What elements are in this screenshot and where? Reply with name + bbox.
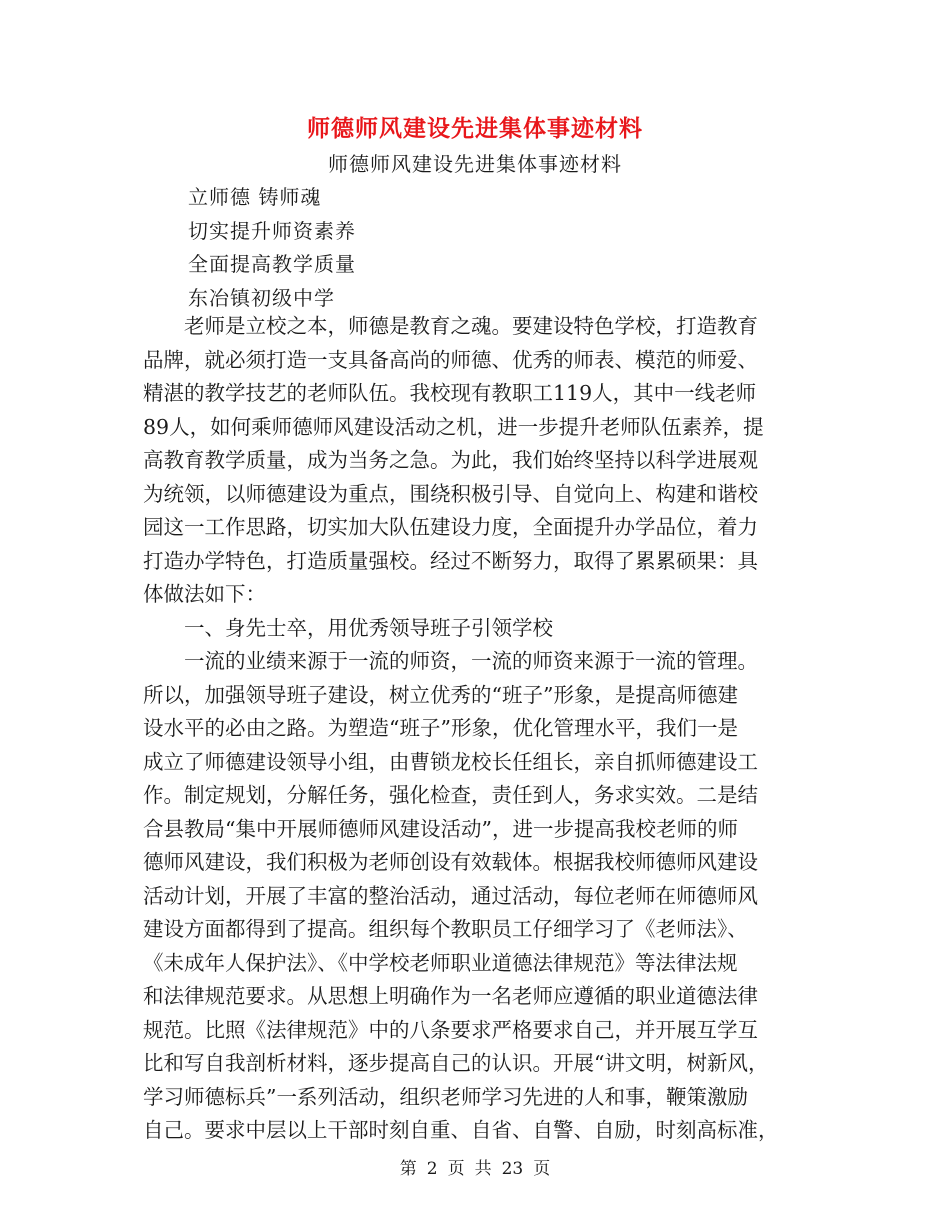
footer-di: 第 [399, 1159, 417, 1179]
paragraph-line: 老师是立校之本，师德是教育之魂。要建设特色学校，打造教育 [143, 314, 758, 338]
paragraph-line: 规范。比照《法律规范》中的八条要求严格要求自己，并开展互学互 [143, 1017, 758, 1042]
paragraph-line: 成立了师德建设领导小组，由曹锁龙校长任组长，亲自抓师德建设工 [143, 749, 758, 774]
paragraph-line: 合县教局“集中开展师德师风建设活动”，进一步提高我校老师的师 [143, 816, 738, 841]
total-pages: 23 [501, 1159, 524, 1179]
footer-gong: 共 [474, 1159, 492, 1179]
paragraph-line: 建设方面都得到了提高。组织每个教职员工仔细学习了《老师法》、 [143, 917, 748, 941]
paragraph-line: 精湛的教学技艺的老师队伍。我校现有教职工119人，其中一线老师 [143, 381, 757, 405]
paragraph-line: 一流的业绩来源于一流的师资，一流的师资来源于一流的管理。 [143, 649, 758, 673]
paragraph-line: 自己。要求中层以上干部时刻自重、自省、自警、自励，时刻高标准， [143, 1118, 779, 1142]
paragraph-line: 学习师德标兵”一系列活动，组织老师学习先进的人和事，鞭策激励 [143, 1084, 748, 1109]
paragraph-1 [143, 310, 803, 1148]
heading-line-3: 全面提高教学质量 [188, 252, 356, 276]
paragraph-line: 为统领，以师德建设为重点，围绕积极引导、自觉向上、构建和谐校 [143, 481, 758, 506]
heading-line-2: 切实提升师资素养 [188, 219, 356, 243]
paragraph-line: 《未成年人保护法》、《中学校老师职业道德法律规范》等法律法规 [143, 950, 738, 975]
paragraph-line: 活动计划，开展了丰富的整治活动，通过活动，每位老师在师德师风 [143, 883, 758, 908]
paragraph-line: 比和写自我剖析材料，逐步提高自己的认识。开展“讲文明，树新风， [143, 1051, 769, 1075]
paragraph-line: 所以，加强领导班子建设，树立优秀的“班子”形象，是提高师德建 [143, 682, 738, 707]
page-footer [0, 1154, 950, 1179]
document-title: 师德师风建设先进集体事迹材料 [307, 115, 643, 142]
paragraph-line: 设水平的必由之路。为塑造“班子”形象，优化管理水平，我们一是 [143, 716, 738, 740]
section-heading: 一、身先士卒，用优秀领导班子引领学校 [143, 615, 553, 640]
heading-line-1: 立师德 铸师魂 [188, 185, 322, 209]
paragraph-line: 德师风建设，我们积极为老师创设有效载体。根据我校师德师风建设 [143, 850, 758, 874]
paragraph-line: 作。制定规划，分解任务，强化检查，责任到人，务求实效。二是结 [143, 783, 758, 807]
paragraph-line: 89人，如何乘师德师风建设活动之机，进一步提升老师队伍素养，提 [143, 414, 764, 439]
paragraph-line: 园这一工作思路，切实加大队伍建设力度，全面提升办学品位，着力 [143, 515, 758, 539]
paragraph-line: 高教育教学质量，成为当务之急。为此，我们始终坚持以科学进展观 [143, 448, 758, 472]
footer-ye: 页 [447, 1159, 465, 1179]
paragraph-line: 和法律规范要求。从思想上明确作为一名老师应遵循的职业道德法律 [143, 984, 758, 1008]
paragraph-line: 品牌，就必须打造一支具备高尚的师德、优秀的师表、模范的师爱、 [143, 347, 758, 372]
footer-ye: 页 [533, 1159, 551, 1179]
heading-line-4: 东冶镇初级中学 [188, 286, 335, 310]
page-number: 2 [426, 1159, 438, 1179]
paragraph-line: 体做法如下： [143, 582, 266, 606]
paragraph-line: 打造办学特色，打造质量强校。经过不断努力，取得了累累硕果：具 [143, 548, 758, 573]
document-subtitle: 师德师风建设先进集体事迹材料 [328, 152, 622, 176]
